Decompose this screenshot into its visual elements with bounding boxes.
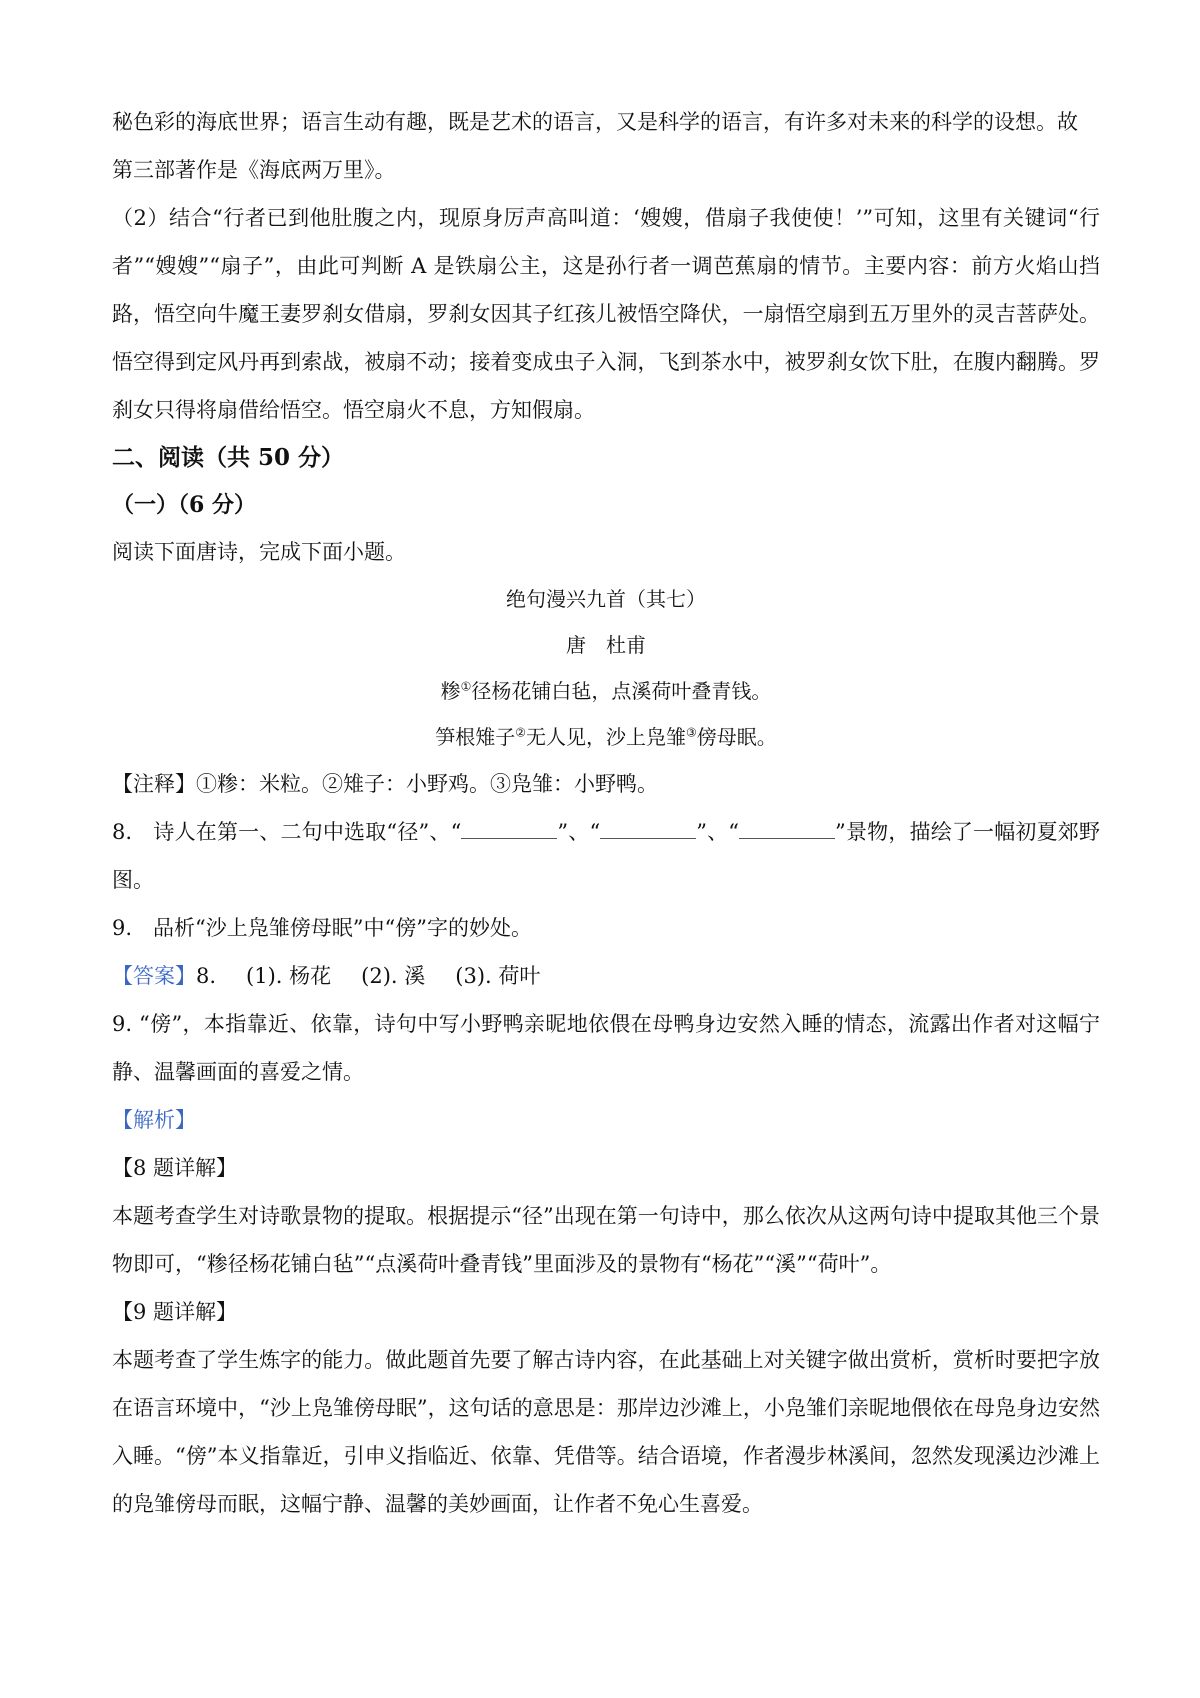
q9-detail-text: 本题考查了学生炼字的能力。做此题首先要了解古诗内容，在此基础上对关键字做出赏析，赏析时要把字放在语言环境中，“沙上凫雏傍母眠”，这句话的意思是：那岸边沙滩上，小凫雏们亲昵地偎依在母凫身边安然入睡。“傍”本义指靠近，引申义指临近、依靠、凭借等。结合语境，作者漫步林溪间，忽然发现溪边沙滩上的凫雏傍母而眠，这幅宁静、温馨的美妙画面，让作者不免心生喜爱。 (112, 1348, 1100, 1516)
page-content (112, 98, 1100, 1528)
answer-8-1: (1). 杨花 (246, 964, 332, 988)
answer-line (112, 952, 1100, 1000)
footnote-mark-1: ① (460, 679, 472, 694)
poem-line-1 (112, 668, 1100, 714)
question-9: 9. 品析“沙上凫雏傍母眠”中“傍”字的妙处。 (112, 916, 532, 940)
answer-blank-2 (600, 820, 696, 839)
analysis-label: 【解析】 (112, 1108, 196, 1132)
poem-line-2-b: 无人见，沙上凫雏 (526, 725, 686, 749)
footnote-mark-2: ② (515, 725, 526, 740)
question-8 (112, 808, 1100, 904)
poem-line-2-a: 笋根雉子 (435, 725, 516, 749)
answer-9: 9. “傍”，本指靠近、依靠，诗句中写小野鸭亲昵地依偎在母鸭身边安然入睡的情态，流露出作者对这幅宁静、温馨画面的喜爱之情。 (112, 1012, 1100, 1084)
section-title: 二、阅读（共 50 分） (112, 444, 345, 471)
q8-text-4: ”景物，描绘了一幅初夏郊野图。 (112, 820, 1100, 892)
prev-answer-line1: 秘色彩的海底世界；语言生动有趣，既是艺术的语言，又是科学的语言，有许多对未来的科学的设想。故 (112, 110, 1078, 134)
answer-8-num: 8. (196, 964, 217, 988)
footnote-mark-3: ③ (686, 725, 697, 740)
q8-detail-text: 本题考查学生对诗歌景物的提取。根据提示“径”出现在第一句诗中，那么依次从这两句诗中提取其他三个景物即可，“糁径杨花铺白毡”“点溪荷叶叠青钱”里面涉及的景物有“杨花”“溪”“荷叶”。 (112, 1204, 1100, 1276)
poem-line-2 (112, 714, 1100, 760)
answer-blank-3 (739, 820, 835, 839)
q9-detail-title: 【9 题详解】 (112, 1300, 238, 1324)
poem-line-1-a: 糁 (440, 679, 461, 703)
q8-detail-title: 【8 题详解】 (112, 1156, 238, 1180)
prev-answer-para2: （2）结合“行者已到他肚腹之内，现原身厉声高叫道：‘嫂嫂，借扇子我使使！’”可知，这里有关键词“行者”“嫂嫂”“扇子”，由此可判断 A 是铁扇公主，这是孙行者一调芭蕉扇的情节。主要内容：前方火焰山挡路，悟空向牛魔王妻罗刹女借扇，罗刹女因其子红孩儿被悟空降伏，一扇悟空扇到五万里外的灵吉菩萨处。悟空得到定风丹再到索战，被扇不动；接着变成虫子入洞，飞到茶水中，被罗刹女饮下肚，在腹内翻腾。罗刹女只得将扇借给悟空。悟空扇火不息，方知假扇。 (112, 206, 1100, 422)
sub-section-title: （一）（6 分） (112, 492, 256, 518)
q8-text-2: ”、“ (557, 820, 601, 844)
q8-text-1: 8. 诗人在第一、二句中选取“径”、“ (112, 820, 462, 844)
answer-8-3: (3). 荷叶 (455, 964, 541, 988)
poem-line-2-c: 傍母眠。 (696, 725, 777, 749)
answer-8-2: (2). 溪 (361, 964, 426, 988)
poem-author: 唐 杜甫 (566, 633, 646, 657)
prev-answer-line2: 第三部著作是《海底两万里》。 (112, 158, 396, 182)
q8-text-3: ”、“ (696, 820, 740, 844)
instruction: 阅读下面唐诗，完成下面小题。 (112, 540, 406, 564)
poem-line-1-b: 径杨花铺白毡，点溪荷叶叠青钱。 (471, 679, 772, 703)
poem-title: 绝句漫兴九首（其七） (506, 587, 706, 611)
poem-notes: 【注释】①糁：米粒。②雉子：小野鸡。③凫雏：小野鸭。 (112, 772, 658, 796)
answer-blank-1 (461, 820, 557, 839)
answer-label: 【答案】 (112, 964, 196, 988)
